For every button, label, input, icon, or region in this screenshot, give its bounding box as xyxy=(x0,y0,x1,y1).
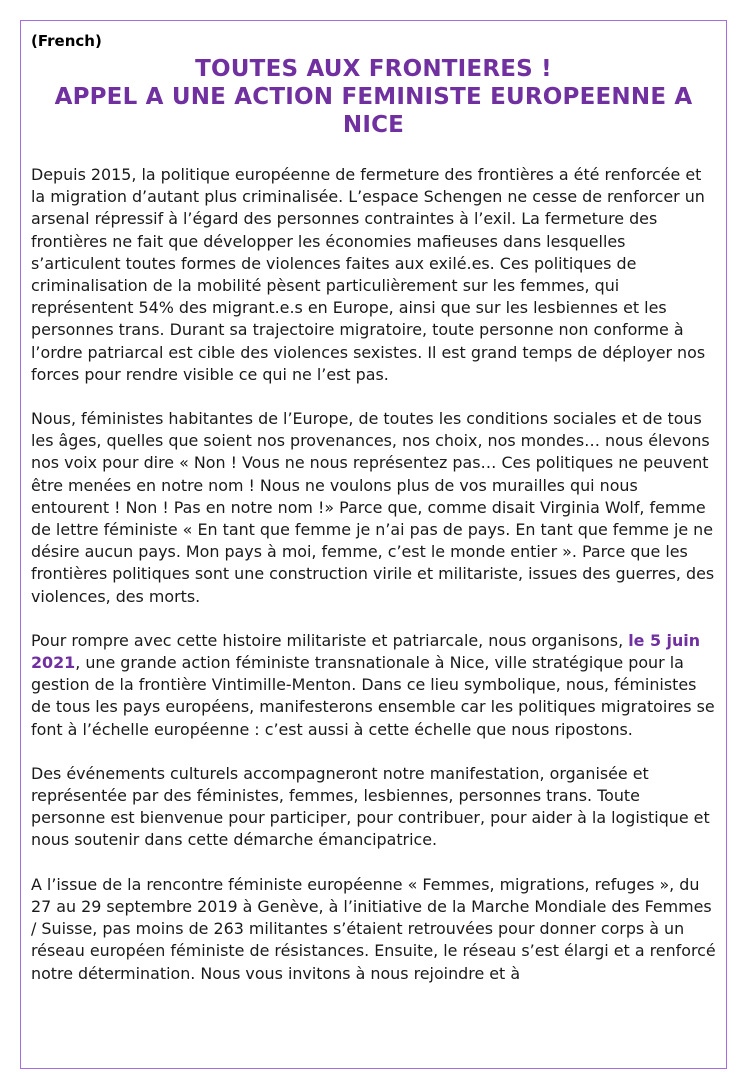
paragraph-4: Des événements culturels accompagneront notre manifestation, organisée et représentée par des féministes, femmes, lesbiennes, personnes trans. Toute personne est bienvenue pour participer, pour contribuer, pour aider à la logistique et nous soutenir dans cette démarche émancipatrice. xyxy=(31,763,710,850)
paragraph-3 xyxy=(31,630,716,741)
event-date-highlight: le 5 juin 2021 xyxy=(31,630,701,673)
paragraph-2: Nous, féministes habitantes de l’Europe, de toutes les conditions sociales et de tous les âges, quelles que soient nos provenances, nos choix, nos mondes… nous élevons nos voix pour dire « Non ! Vous ne nous représentez pas… Ces politiques ne peuvent être menées en notre nom ! Nous ne voulons plus de vos murailles qui nous entourent ! Non ! Pas en notre nom !» Parce que, comme disait Virginia Wolf, femme de lettre féministe « En tant que femme je n’ai pas de pays. En tant que femme je ne désire aucun pays. Mon pays à moi, femme, c’est le monde entier ». Parce que les frontières politiques sont une construction virile et militariste, issues des guerres, des violences, des morts. xyxy=(31,409,715,606)
document-title xyxy=(31,55,716,139)
paragraph-3-end: , une grande action féministe transnationale à Nice, ville stratégique pour la gestion de la frontière Vintimille-Menton. Dans ce lieu symbolique, nous, féministes de tous les pays européens, manifesterons ensemble car les politiques migratoires se font à l’échelle européenne : c’est aussi à cette échelle que nous ripostons. xyxy=(31,653,715,739)
title-line-1: TOUTES AUX FRONTIERES ! xyxy=(195,56,552,82)
document-frame xyxy=(20,20,727,1069)
paragraph-3-start: Pour rompre avec cette histoire militariste et patriarcale, nous organisons, xyxy=(31,630,629,650)
title-line-2: APPEL A UNE ACTION FEMINISTE EUROPEENNE A NICE xyxy=(54,84,693,138)
paragraph-1: Depuis 2015, la politique européenne de fermeture des frontières a été renforcée et la migration d’autant plus criminalisée. L’espace Schengen ne cesse de renforcer un arsenal répressif à l’égard des personnes contraintes à l’exil. La fermeture des frontières ne fait que développer les économies mafieuses dans lesquelles s’articulent toutes formes de violences faites aux exilé.es. Ces politiques de criminalisation de la mobilité pèsent particulièrement sur les femmes, qui représentent 54% des migrant.e.s en Europe, ainsi que sur les lesbiennes et les personnes trans. Durant sa trajectoire migratoire, toute personne non conforme à l’ordre patriarcal est cible des violences sexistes. Il est grand temps de déployer nos forces pour rendre visible ce qui ne l’est pas. xyxy=(31,165,706,384)
paragraph-5: A l’issue de la rencontre féministe européenne « Femmes, migrations, refuges », du 27 au 29 septembre 2019 à Genève, à l’initiative de la Marche Mondiale des Femmes / Suisse, pas moins de 263 militantes s’étaient retrouvées pour donner corps à un réseau européen féministe de résistances. Ensuite, le réseau s’est élargi et a renforcé notre détermination. Nous vous invitons à nous rejoindre et à xyxy=(31,874,716,983)
language-label: (French) xyxy=(31,32,102,50)
